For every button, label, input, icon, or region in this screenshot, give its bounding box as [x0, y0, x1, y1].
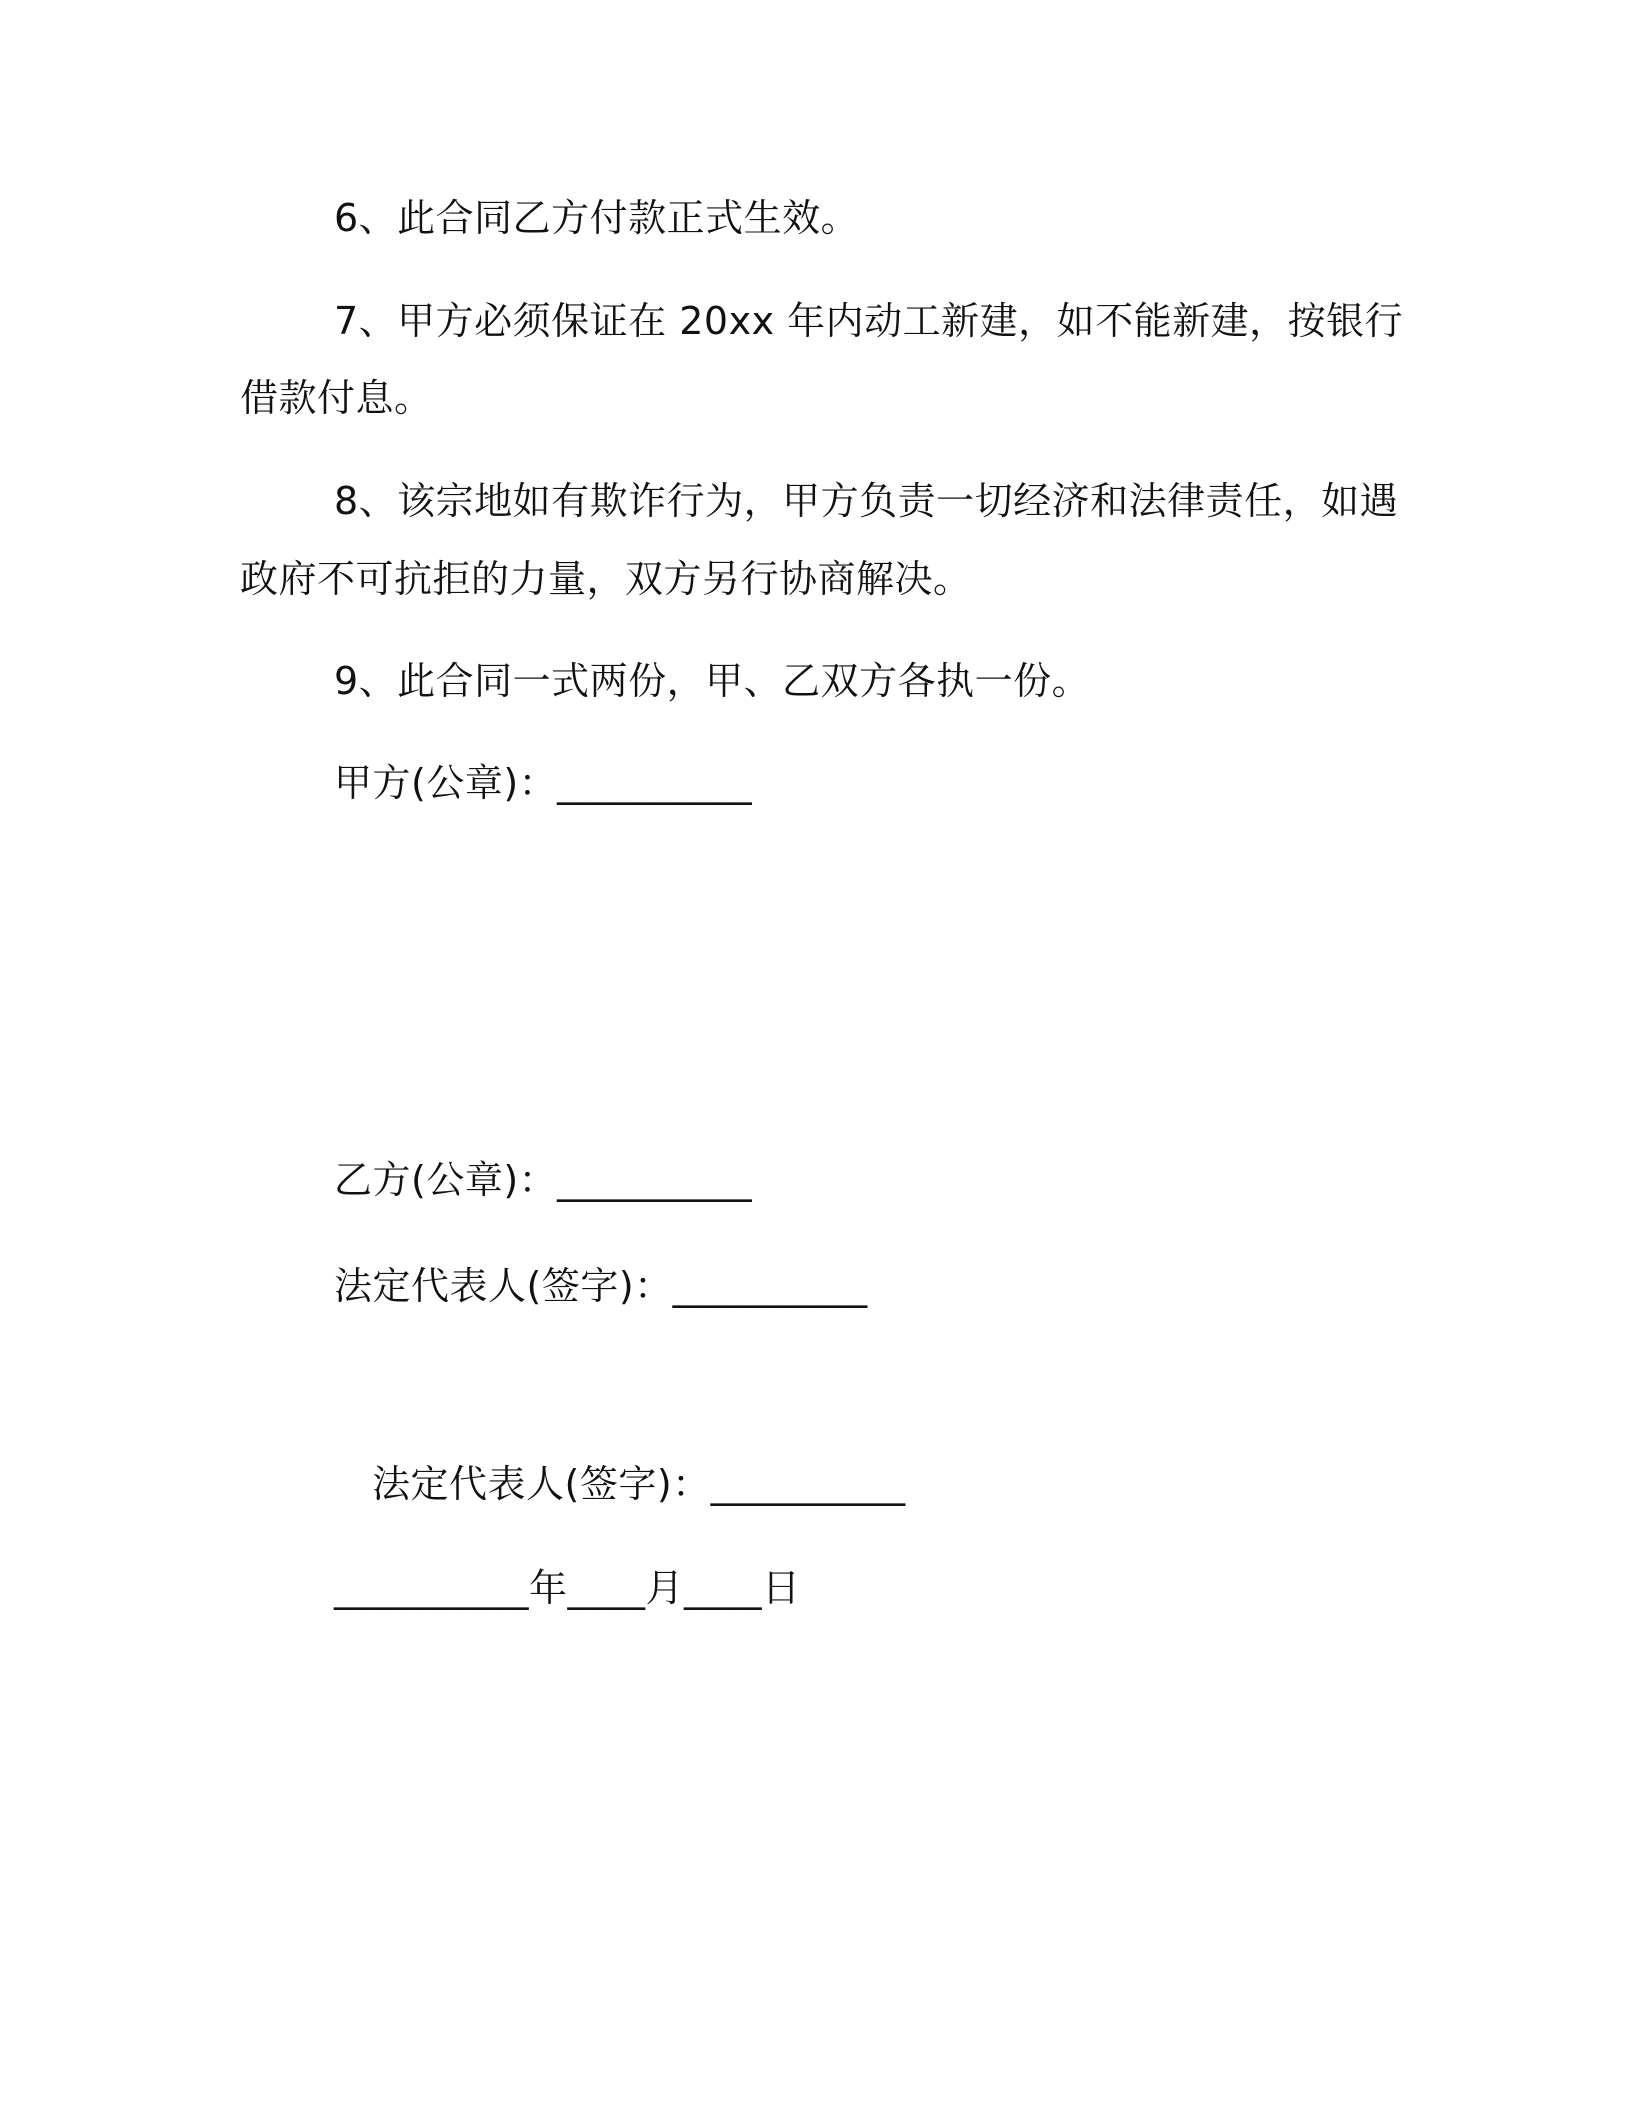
legal-representative-signature-1: 法定代表人(签字)：__________: [334, 1264, 868, 1308]
signing-date: __________年____月____日: [334, 1566, 801, 1610]
clause-6: 6、此合同乙方付款正式生效。: [334, 196, 860, 240]
clause-8-line-1: 8、该宗地如有欺诈行为，甲方负责一切经济和法律责任，如遇: [334, 479, 1399, 523]
legal-representative-signature-2: 法定代表人(签字)：__________: [372, 1462, 906, 1506]
clause-7-line-2: 借款付息。: [240, 376, 433, 420]
clause-9: 9、此合同一式两份，甲、乙双方各执一份。: [334, 659, 1091, 703]
party-b-seal: 乙方(公章)：__________: [334, 1158, 753, 1202]
clause-7-line-1: 7、甲方必须保证在 20xx 年内动工新建，如不能新建，按银行: [334, 299, 1404, 343]
clause-8-line-2: 政府不可抗拒的力量，双方另行协商解决。: [240, 557, 972, 601]
party-a-seal: 甲方(公章)：__________: [334, 761, 753, 805]
